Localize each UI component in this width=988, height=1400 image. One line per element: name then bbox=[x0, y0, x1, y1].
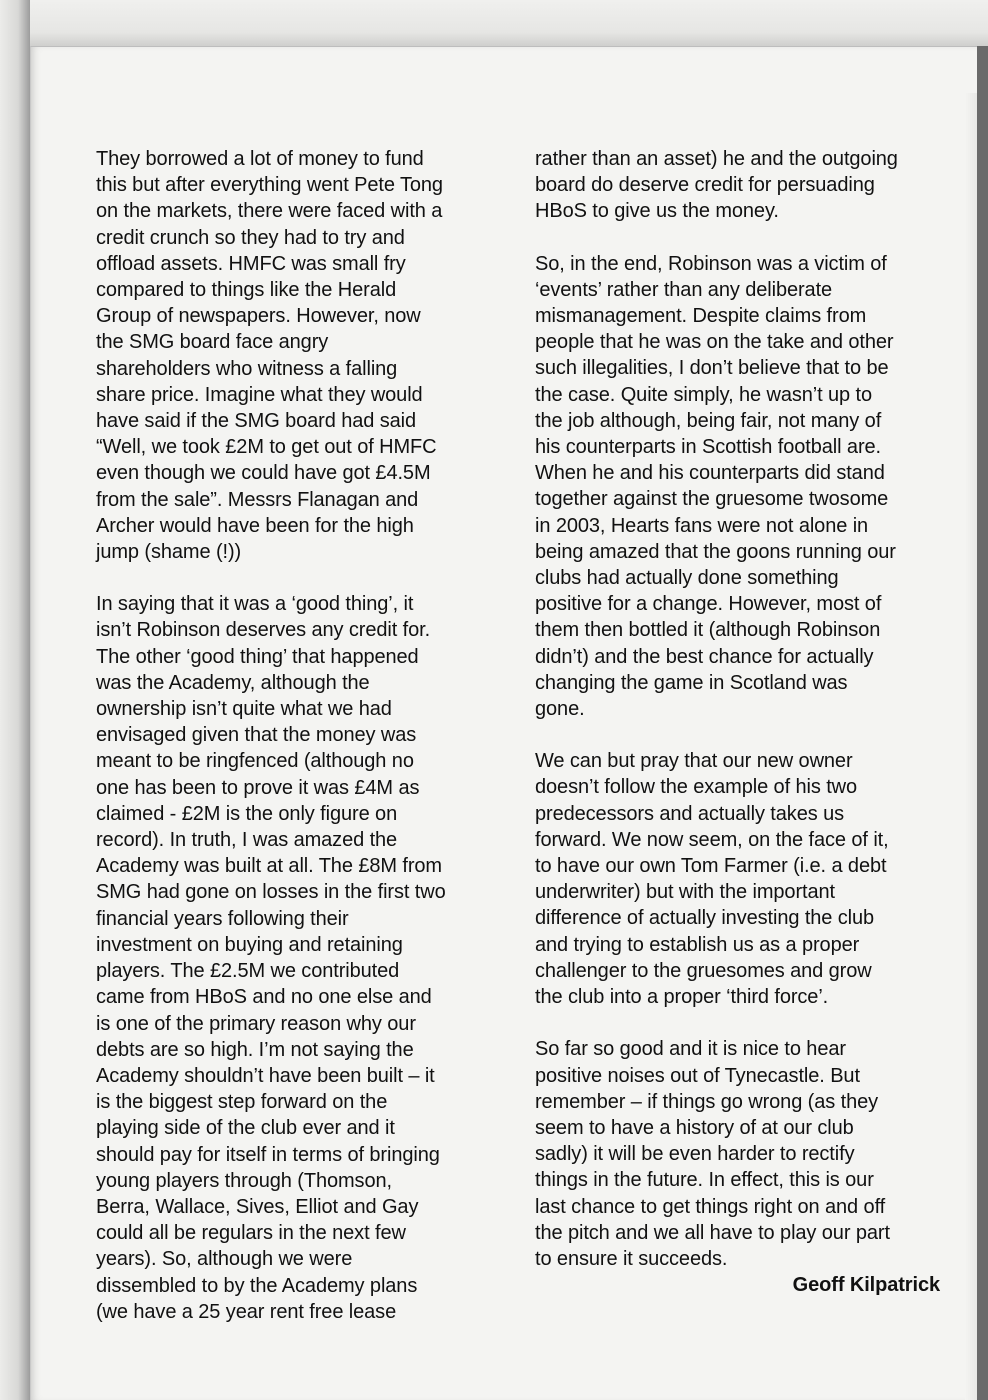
scan-left-edge bbox=[0, 0, 30, 1400]
article-right-column bbox=[535, 146, 940, 1318]
paragraph-academy: In saying that it was a ‘good thing’, it isn’t Robinson deserves any credit for. The other ‘good thing’ that happened was the Academy, although the ownership isn’t quite what we had envisaged given that the money was meant to be ringfenced (although no one has been to prove it was £4M as claimed - £2M is the only figure on record). In truth, I was amazed the Academy was built at all. The £8M from SMG had gone on losses in the first two financial years following their investment on buying and retaining players. The £2.5M we contributed came from HBoS and no one else and is one of the primary reason why our debts are so high. I’m not saying the Academy shouldn’t have been built – it is the biggest step forward on the playing side of the club ever and it should pay for itself in terms of bringing young players through (Thomson, Berra, Wallace, Sives, Elliot and Gay could all be regulars in the next few years). So, although we were dissembled to by the Academy plans (we have a 25 year rent free lease bbox=[96, 593, 446, 1323]
article-left-column bbox=[96, 146, 496, 1325]
paragraph-robinson-victim: So, in the end, Robinson was a victim of ‘events’ rather than any deliberate mismanagement. Despite claims from people that he was on the take and other such illegalities, I don’t believe that to be the case. Quite simply, he wasn’t up to the job although, being fair, not many of his counterparts in Scottish football are. When he and his counterparts did stand together against the gruesome twosome in 2003, Hearts fans were not alone in being amazed that the goons running our clubs had actually done something positive for a change. However, most of them then bottled it (although Robinson didn’t) and the best chance for actually changing the game in Scotland was gone. bbox=[535, 252, 896, 721]
paragraph-so-far-so-good: So far so good and it is nice to hear positive noises out of Tynecastle. But remember – if things go wrong (as they seem to have a history of at our club sadly) it will be even harder to rectify things in the future. In effect, this is our last chance to get things right on and off the pitch and we all have to play our part to ensure it succeeds. bbox=[535, 1038, 890, 1270]
scan-top-edge bbox=[0, 0, 988, 46]
paragraph-hbos-credit: rather than an asset) he and the outgoing board do deserve credit for persuading HBoS to give us the money. bbox=[535, 148, 898, 223]
page-right-edge bbox=[965, 93, 977, 1400]
author-byline: Geoff Kilpatrick bbox=[792, 1274, 940, 1297]
paragraph-new-owner: We can but pray that our new owner doesn’t follow the example of his two predecessors and actually takes us forward. We now seem, on the face of it, to have our own Tom Farmer (i.e. a debt underwriter) but with the important difference of actually investing the club and trying to establish us as a proper challenger to the gruesomes and grow the club into a proper ‘third force’. bbox=[535, 750, 889, 1009]
paragraph-credit-crunch: They borrowed a lot of money to fund this but after everything went Pete Tong on the markets, there were faced with a credit crunch so they had to try and offload assets. HMFC was small fry compared to things like the Herald Group of newspapers. However, now the SMG board face angry shareholders who witness a falling share price. Imagine what they would have said if the SMG board had said “Well, we took £2M to get out of HMFC even though we could have got £4.5M from the sale”. Messrs Flanagan and Archer would have been for the high jump (shame (!)) bbox=[96, 148, 443, 564]
